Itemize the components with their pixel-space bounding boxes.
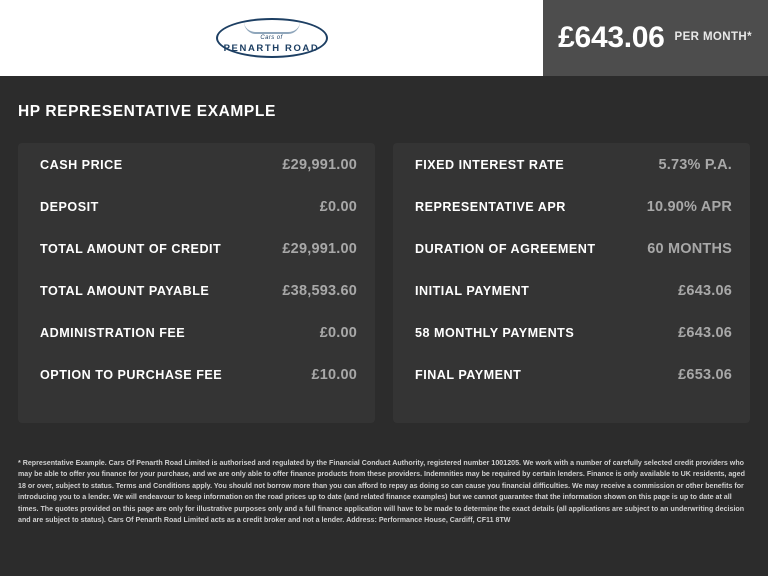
table-row (415, 283, 732, 325)
row-value: £38,593.60 (282, 283, 357, 299)
table-row (40, 157, 357, 199)
row-label: 58 MONTHLY PAYMENTS (415, 326, 575, 340)
monthly-price: £643.06 (558, 21, 665, 54)
row-label: FIXED INTEREST RATE (415, 158, 565, 172)
row-value: £0.00 (319, 199, 357, 215)
row-value: £29,991.00 (282, 241, 357, 257)
row-value: 10.90% APR (646, 199, 732, 215)
table-row (415, 157, 732, 199)
table-row (40, 283, 357, 325)
table-row (40, 199, 357, 241)
row-label: CASH PRICE (40, 158, 123, 172)
row-value: 60 MONTHS (647, 241, 732, 257)
price-period-label: PER MONTH* (674, 30, 752, 43)
finance-details-panels (0, 121, 768, 423)
row-label: TOTAL AMOUNT PAYABLE (40, 284, 210, 298)
table-row (40, 241, 357, 283)
row-value: £10.00 (311, 367, 357, 383)
row-label: FINAL PAYMENT (415, 368, 522, 382)
table-row (40, 325, 357, 367)
row-label: DURATION OF AGREEMENT (415, 242, 596, 256)
dealer-logo (216, 18, 328, 58)
logo-top-text: Cars of (260, 35, 283, 42)
row-value: £643.06 (678, 283, 732, 299)
page-header (0, 0, 768, 76)
table-row (40, 367, 357, 409)
table-row (415, 367, 732, 409)
logo-oval-icon (216, 18, 328, 58)
row-value: £643.06 (678, 325, 732, 341)
row-value: £0.00 (319, 325, 357, 341)
table-row (415, 325, 732, 367)
table-row (415, 241, 732, 283)
row-value: £653.06 (678, 367, 732, 383)
logo-swoosh-icon (244, 22, 300, 34)
table-row (415, 199, 732, 241)
finance-panel-left (18, 143, 375, 423)
price-banner (543, 0, 768, 76)
legal-footnote: * Representative Example. Cars Of Penarth Road Limited is authorised and regulated by the Financial Conduct Authority, registered number 1001205. We work with a number of carefully selected credit providers who may be able to offer you finance for your purchase, and we are only able to offer finance products from these providers. Indemnities may be required by certain lenders. Finance is only available to UK residents, aged 18 or over, subject to status. Terms and Conditions apply. You should not borrow more than you can afford to repay as doing so can cause you financial difficulties. We may receive a commission or other benefits for introducing you to a lender. We will endeavour to keep information on the road prices up to date (and related finance examples) but we cannot guarantee that the information shown on this page is up to date at all times. The quotes provided on this page are only for illustrative purposes only and a full finance application will have to be made to determine the exact details (all applications are subject to an underwriting decision and are subject to status). Cars Of Penarth Road Limited acts as a credit broker and not a lender. Address: Performance House, Cardiff, CF11 8TW (18, 459, 745, 525)
row-value: £29,991.00 (282, 157, 357, 173)
row-label: REPRESENTATIVE APR (415, 200, 566, 214)
row-value: 5.73% P.A. (658, 157, 732, 173)
row-label: DEPOSIT (40, 200, 99, 214)
page-title: HP REPRESENTATIVE EXAMPLE (18, 103, 276, 120)
logo-bottom-text: PENARTH ROAD (223, 43, 320, 55)
finance-panel-right (393, 143, 750, 423)
row-label: ADMINISTRATION FEE (40, 326, 186, 340)
row-label: INITIAL PAYMENT (415, 284, 530, 298)
row-label: OPTION TO PURCHASE FEE (40, 368, 223, 382)
logo-area (0, 0, 543, 76)
row-label: TOTAL AMOUNT OF CREDIT (40, 242, 222, 256)
